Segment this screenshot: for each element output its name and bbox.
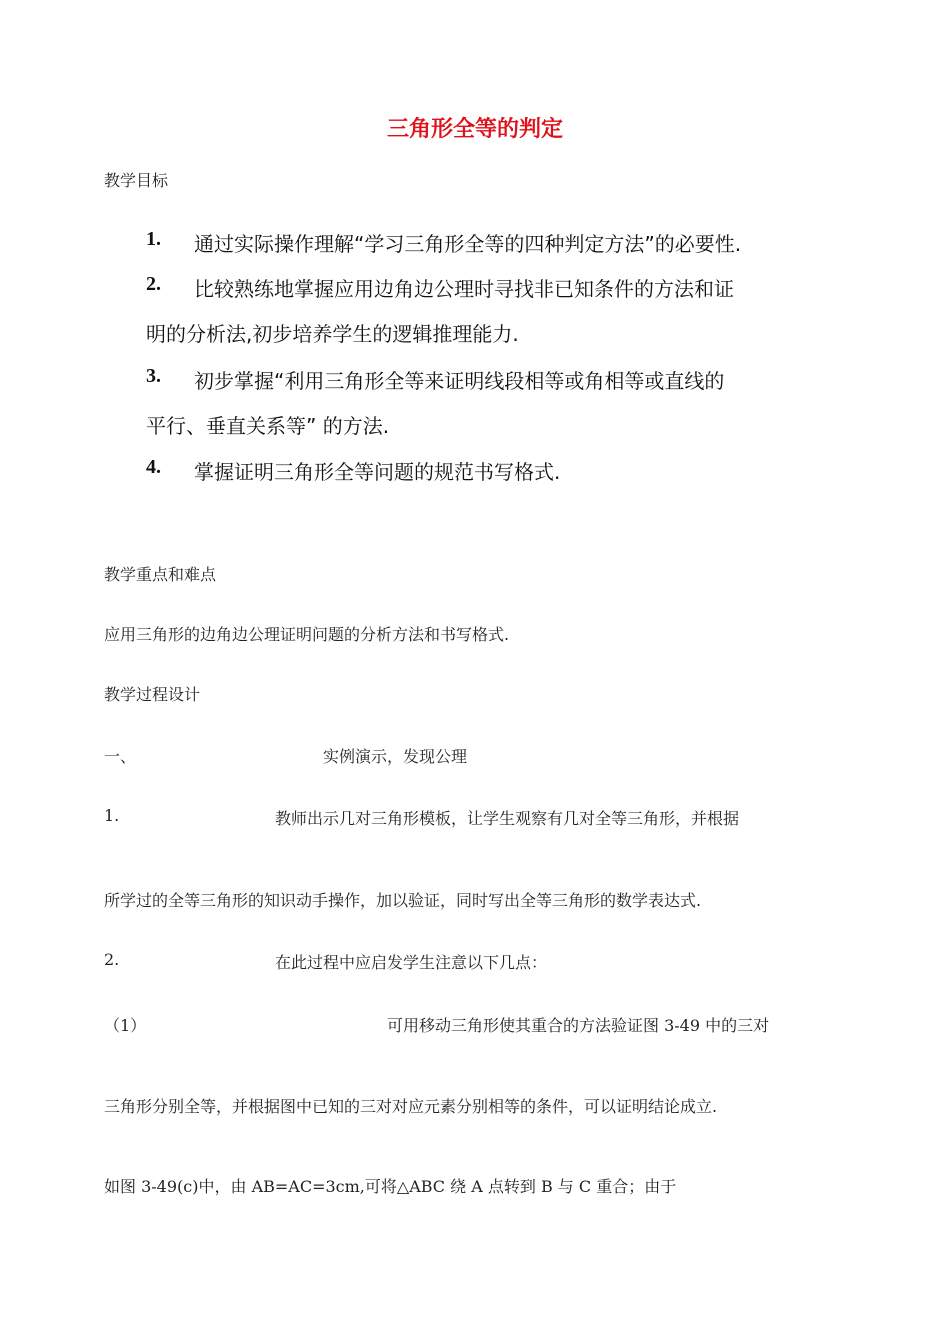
- objective-1-number: 1.: [146, 228, 161, 250]
- objective-4-number: 4.: [146, 456, 161, 478]
- example-text: 如图 3-49(c)中，由 AB=AC=3cm,可将△ABC 绕 A 点转到 B 与 C 重合；由于: [104, 1177, 677, 1196]
- objective-3-text-line2: 平行、垂直关系等” 的方法.: [146, 414, 390, 438]
- objective-2-text-line2: 明的分析法,初步培养学生的逻辑推理能力.: [146, 322, 519, 346]
- part1-title: 实例演示，发现公理: [323, 747, 468, 766]
- objective-2-text-line1: 比较熟练地掌握应用边角边公理时寻找非已知条件的方法和证: [194, 277, 734, 301]
- sub1-text-line2: 三角形分别全等，并根据图中已知的三对对应元素分别相等的条件，可以证明结论成立.: [104, 1097, 718, 1116]
- objective-3-number: 3.: [146, 365, 161, 387]
- item1-text-line2: 所学过的全等三角形的知识动手操作，加以验证，同时写出全等三角形的数学表达式.: [104, 891, 702, 910]
- page-title: 三角形全等的判定: [386, 117, 563, 142]
- focus-text: 应用三角形的边角边公理证明问题的分析方法和书写格式.: [104, 625, 510, 644]
- item1-text-line1: 教师出示几对三角形模板，让学生观察有几对全等三角形，并根据: [275, 809, 740, 828]
- objective-1-text: 通过实际操作理解“学习三角形全等的四种判定方法”的必要性.: [194, 232, 742, 256]
- section-heading-goals: 教学目标: [104, 171, 169, 190]
- objective-2-number: 2.: [146, 273, 161, 295]
- section-heading-process: 教学过程设计: [104, 685, 201, 704]
- item2-text: 在此过程中应启发学生注意以下几点：: [275, 953, 548, 972]
- item1-number: 1.: [104, 806, 120, 825]
- section-heading-focus: 教学重点和难点: [104, 565, 217, 584]
- objective-3-text-line1: 初步掌握“利用三角形全等来证明线段相等或角相等或直线的: [194, 369, 725, 393]
- sub1-number: （1）: [104, 1016, 147, 1035]
- part1-number: 一、: [104, 747, 137, 766]
- item2-number: 2.: [104, 950, 120, 969]
- objective-4-text: 掌握证明三角形全等问题的规范书写格式.: [194, 460, 561, 484]
- sub1-text-line1: 可用移动三角形使其重合的方法验证图 3-49 中的三对: [387, 1016, 770, 1035]
